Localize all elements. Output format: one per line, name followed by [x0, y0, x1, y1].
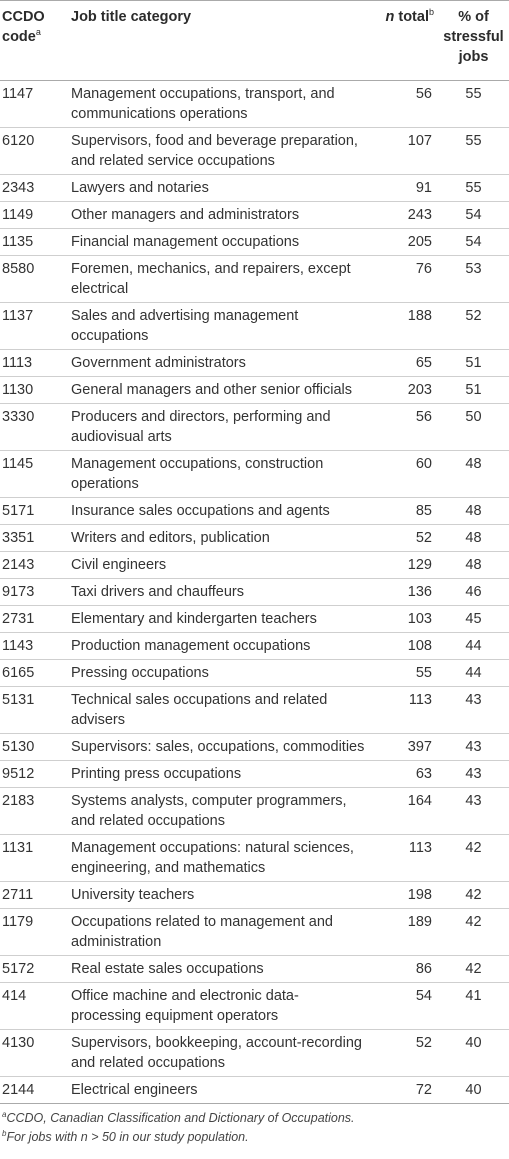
cell-ccdo-code: 9173 — [0, 579, 69, 606]
table-row — [0, 983, 509, 1030]
cell-job-title: University teachers — [69, 882, 369, 909]
header-n-label: total — [394, 9, 429, 25]
cell-ccdo-code: 1137 — [0, 303, 69, 350]
cell-job-title: Electrical engineers — [69, 1077, 369, 1104]
cell-ccdo-code: 5171 — [0, 498, 69, 525]
cell-ccdo-code: 2183 — [0, 788, 69, 835]
cell-percent-stressful: 46 — [438, 579, 509, 606]
cell-percent-stressful: 45 — [438, 606, 509, 633]
cell-percent-stressful: 43 — [438, 761, 509, 788]
cell-job-title: Lawyers and notaries — [69, 175, 369, 202]
table-body — [0, 81, 509, 1104]
table-header — [0, 1, 509, 81]
cell-job-title: Management occupations: natural sciences, engineering, and mathematics — [69, 835, 369, 882]
cell-job-title: Management occupations, construction operations — [69, 451, 369, 498]
cell-job-title: Civil engineers — [69, 552, 369, 579]
cell-n-total: 205 — [369, 229, 438, 256]
header-n-footnote-mark: b — [428, 7, 434, 18]
footnotes — [0, 1104, 509, 1147]
cell-percent-stressful: 42 — [438, 909, 509, 956]
cell-ccdo-code: 2731 — [0, 606, 69, 633]
table-row — [0, 606, 509, 633]
table-row — [0, 788, 509, 835]
cell-percent-stressful: 44 — [438, 633, 509, 660]
footnote-b — [2, 1128, 507, 1147]
cell-n-total: 86 — [369, 956, 438, 983]
cell-n-total: 107 — [369, 128, 438, 175]
cell-n-total: 76 — [369, 256, 438, 303]
cell-ccdo-code: 2144 — [0, 1077, 69, 1104]
table-row — [0, 1077, 509, 1104]
cell-n-total: 60 — [369, 451, 438, 498]
table-row — [0, 525, 509, 552]
table-row — [0, 882, 509, 909]
footnote-b-text: For jobs with n > 50 in our study population. — [6, 1130, 249, 1144]
table-row — [0, 552, 509, 579]
table-row — [0, 202, 509, 229]
cell-n-total: 397 — [369, 734, 438, 761]
header-percent-stressful: % of stressful jobs — [438, 1, 509, 81]
cell-n-total: 85 — [369, 498, 438, 525]
cell-job-title: Printing press occupations — [69, 761, 369, 788]
cell-ccdo-code: 1113 — [0, 350, 69, 377]
cell-ccdo-code: 1149 — [0, 202, 69, 229]
cell-percent-stressful: 42 — [438, 835, 509, 882]
footnote-b-mark: b — [2, 1128, 7, 1138]
cell-job-title: Insurance sales occupations and agents — [69, 498, 369, 525]
cell-ccdo-code: 5131 — [0, 687, 69, 734]
cell-n-total: 136 — [369, 579, 438, 606]
cell-percent-stressful: 51 — [438, 350, 509, 377]
table-row — [0, 229, 509, 256]
cell-n-total: 63 — [369, 761, 438, 788]
cell-n-total: 113 — [369, 835, 438, 882]
cell-ccdo-code: 3351 — [0, 525, 69, 552]
cell-job-title: Other managers and administrators — [69, 202, 369, 229]
cell-n-total: 243 — [369, 202, 438, 229]
cell-percent-stressful: 48 — [438, 525, 509, 552]
cell-ccdo-code: 2343 — [0, 175, 69, 202]
cell-n-total: 129 — [369, 552, 438, 579]
cell-n-total: 52 — [369, 525, 438, 552]
cell-n-total: 113 — [369, 687, 438, 734]
header-code — [0, 1, 69, 81]
cell-ccdo-code: 5172 — [0, 956, 69, 983]
cell-ccdo-code: 9512 — [0, 761, 69, 788]
cell-percent-stressful: 48 — [438, 498, 509, 525]
table-row — [0, 81, 509, 128]
cell-percent-stressful: 40 — [438, 1030, 509, 1077]
cell-n-total: 72 — [369, 1077, 438, 1104]
cell-ccdo-code: 1131 — [0, 835, 69, 882]
cell-percent-stressful: 51 — [438, 377, 509, 404]
cell-job-title: Supervisors, bookkeeping, account-recording and related occupations — [69, 1030, 369, 1077]
header-n-symbol: n — [385, 9, 395, 25]
table-row — [0, 303, 509, 350]
cell-percent-stressful: 42 — [438, 882, 509, 909]
cell-job-title: Government administrators — [69, 350, 369, 377]
cell-job-title: Sales and advertising management occupations — [69, 303, 369, 350]
table-row — [0, 451, 509, 498]
cell-job-title: Foremen, mechanics, and repairers, except electrical — [69, 256, 369, 303]
cell-percent-stressful: 40 — [438, 1077, 509, 1104]
cell-ccdo-code: 1145 — [0, 451, 69, 498]
table-row — [0, 734, 509, 761]
cell-job-title: Elementary and kindergarten teachers — [69, 606, 369, 633]
table-row — [0, 579, 509, 606]
cell-job-title: Supervisors: sales, occupations, commodities — [69, 734, 369, 761]
cell-ccdo-code: 2143 — [0, 552, 69, 579]
cell-job-title: General managers and other senior officials — [69, 377, 369, 404]
cell-n-total: 198 — [369, 882, 438, 909]
cell-ccdo-code: 1143 — [0, 633, 69, 660]
cell-percent-stressful: 55 — [438, 128, 509, 175]
cell-job-title: Systems analysts, computer programmers, and related occupations — [69, 788, 369, 835]
cell-job-title: Technical sales occupations and related advisers — [69, 687, 369, 734]
table-row — [0, 128, 509, 175]
cell-percent-stressful: 44 — [438, 660, 509, 687]
table-row — [0, 1030, 509, 1077]
cell-n-total: 91 — [369, 175, 438, 202]
table-row — [0, 175, 509, 202]
cell-ccdo-code: 3330 — [0, 404, 69, 451]
cell-percent-stressful: 54 — [438, 202, 509, 229]
cell-ccdo-code: 6120 — [0, 128, 69, 175]
cell-job-title: Financial management occupations — [69, 229, 369, 256]
cell-percent-stressful: 48 — [438, 451, 509, 498]
cell-n-total: 52 — [369, 1030, 438, 1077]
cell-job-title: Pressing occupations — [69, 660, 369, 687]
table-row — [0, 377, 509, 404]
cell-percent-stressful: 42 — [438, 956, 509, 983]
header-n-total — [369, 1, 438, 81]
table-row — [0, 498, 509, 525]
cell-job-title: Producers and directors, performing and audiovisual arts — [69, 404, 369, 451]
cell-n-total: 65 — [369, 350, 438, 377]
cell-percent-stressful: 54 — [438, 229, 509, 256]
cell-n-total: 56 — [369, 81, 438, 128]
cell-percent-stressful: 55 — [438, 81, 509, 128]
cell-job-title: Occupations related to management and administration — [69, 909, 369, 956]
cell-job-title: Office machine and electronic data-processing equipment operators — [69, 983, 369, 1030]
header-code-footnote-mark: a — [35, 27, 41, 38]
cell-percent-stressful: 52 — [438, 303, 509, 350]
cell-ccdo-code: 4130 — [0, 1030, 69, 1077]
cell-n-total: 189 — [369, 909, 438, 956]
footnote-a — [2, 1109, 507, 1128]
cell-job-title: Production management occupations — [69, 633, 369, 660]
footnote-a-mark: a — [2, 1109, 7, 1119]
cell-job-title: Writers and editors, publication — [69, 525, 369, 552]
cell-n-total: 103 — [369, 606, 438, 633]
cell-ccdo-code: 1147 — [0, 81, 69, 128]
table-row — [0, 909, 509, 956]
table-row — [0, 956, 509, 983]
cell-ccdo-code: 8580 — [0, 256, 69, 303]
cell-n-total: 188 — [369, 303, 438, 350]
table-row — [0, 350, 509, 377]
table-row — [0, 660, 509, 687]
table-row — [0, 761, 509, 788]
footnote-a-text: CCDO, Canadian Classification and Dictionary of Occupations. — [6, 1111, 355, 1125]
cell-job-title: Taxi drivers and chauffeurs — [69, 579, 369, 606]
table-row — [0, 835, 509, 882]
cell-job-title: Management occupations, transport, and communications operations — [69, 81, 369, 128]
header-title: Job title category — [69, 1, 369, 81]
cell-n-total: 164 — [369, 788, 438, 835]
cell-percent-stressful: 43 — [438, 734, 509, 761]
cell-n-total: 108 — [369, 633, 438, 660]
cell-percent-stressful: 53 — [438, 256, 509, 303]
header-code-label: CCDO code — [2, 9, 45, 45]
table-row — [0, 256, 509, 303]
table-row — [0, 404, 509, 451]
cell-percent-stressful: 50 — [438, 404, 509, 451]
cell-ccdo-code: 1135 — [0, 229, 69, 256]
cell-ccdo-code: 5130 — [0, 734, 69, 761]
cell-n-total: 55 — [369, 660, 438, 687]
table-row — [0, 633, 509, 660]
table-row — [0, 687, 509, 734]
cell-percent-stressful: 48 — [438, 552, 509, 579]
cell-n-total: 203 — [369, 377, 438, 404]
cell-percent-stressful: 41 — [438, 983, 509, 1030]
cell-ccdo-code: 6165 — [0, 660, 69, 687]
cell-percent-stressful: 43 — [438, 687, 509, 734]
cell-job-title: Real estate sales occupations — [69, 956, 369, 983]
cell-percent-stressful: 55 — [438, 175, 509, 202]
cell-ccdo-code: 414 — [0, 983, 69, 1030]
cell-n-total: 56 — [369, 404, 438, 451]
cell-n-total: 54 — [369, 983, 438, 1030]
cell-ccdo-code: 2711 — [0, 882, 69, 909]
cell-ccdo-code: 1130 — [0, 377, 69, 404]
cell-ccdo-code: 1179 — [0, 909, 69, 956]
cell-percent-stressful: 43 — [438, 788, 509, 835]
cell-job-title: Supervisors, food and beverage preparation, and related service occupations — [69, 128, 369, 175]
